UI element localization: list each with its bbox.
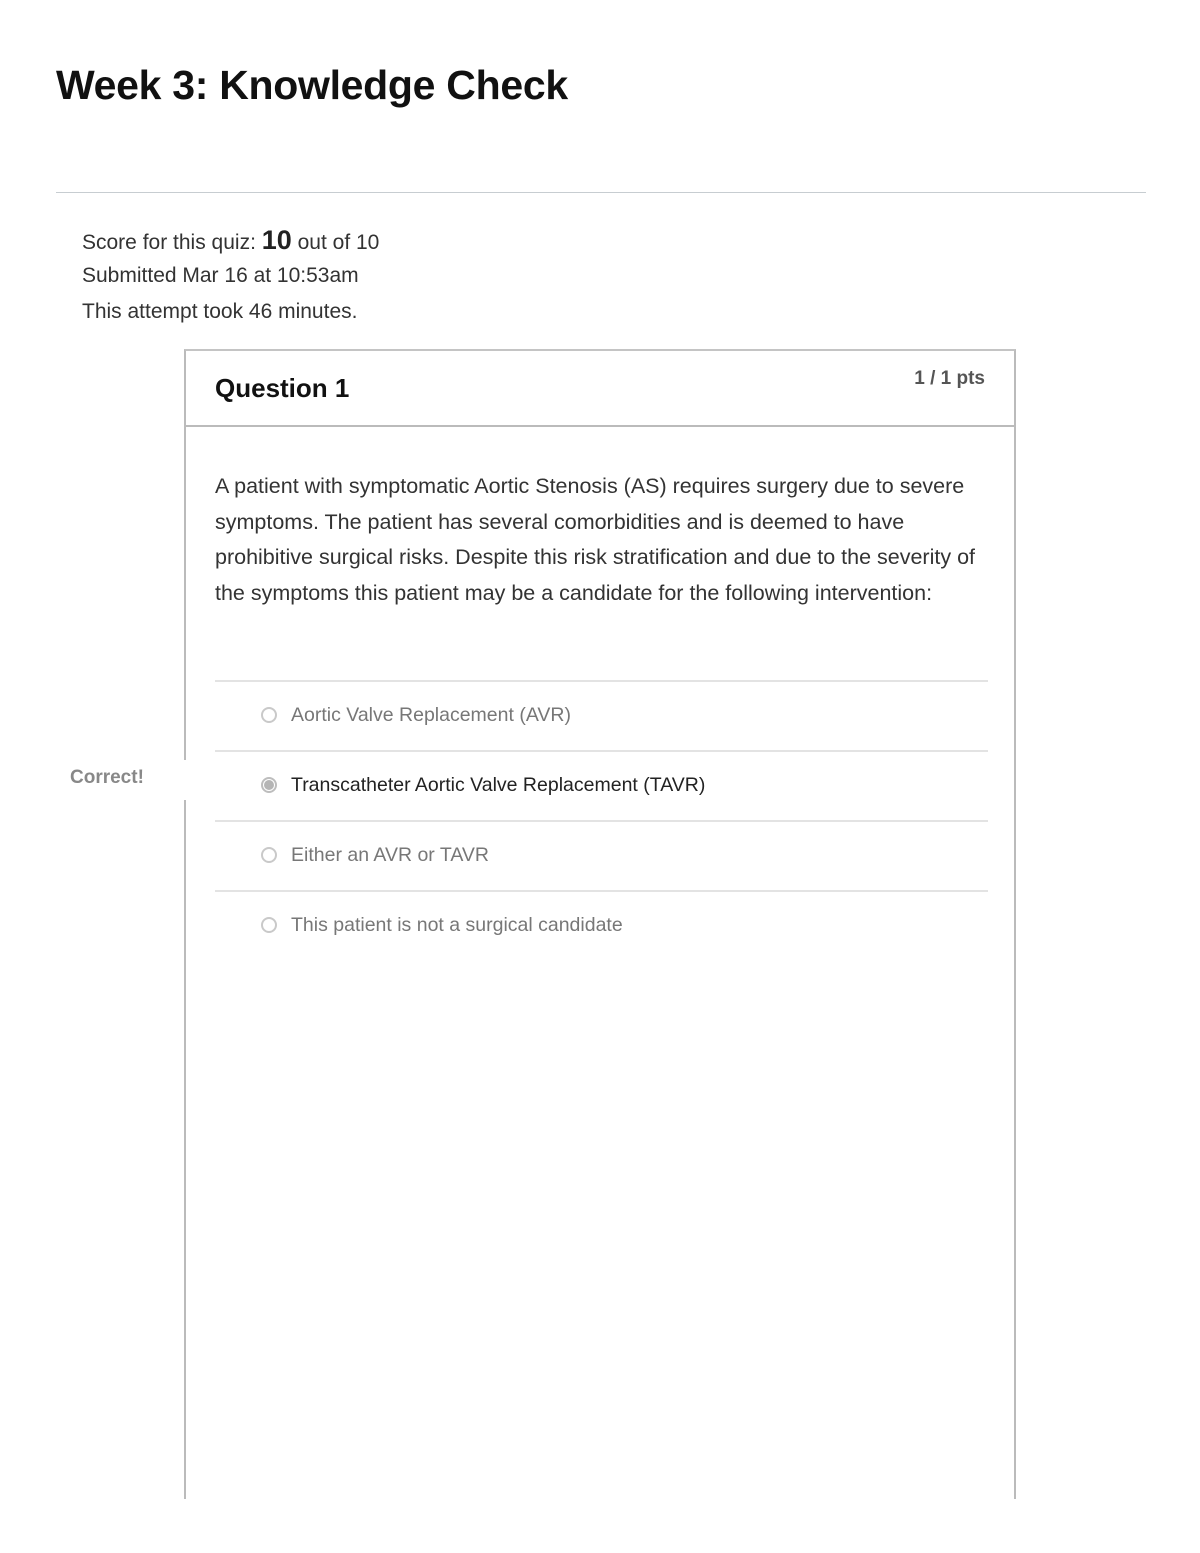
question-points: 1 / 1 pts [914, 368, 985, 389]
answer-label: Either an AVR or TAVR [291, 844, 489, 866]
score-suffix: out of 10 [291, 231, 380, 254]
score-line [82, 222, 379, 258]
page-title: Week 3: Knowledge Check [56, 62, 568, 108]
answer-option-selected[interactable] [215, 750, 988, 820]
answer-option[interactable] [215, 680, 988, 750]
question-card [184, 349, 1016, 1499]
answer-label: This patient is not a surgical candidate [291, 914, 623, 936]
answer-option[interactable] [215, 820, 988, 890]
radio-unselected-icon[interactable] [261, 917, 277, 933]
title-divider [56, 192, 1146, 193]
question-text: A patient with symptomatic Aortic Stenosis (AS) requires surgery due to severe symptoms. The patient has several comorbidities and is deemed to have prohibitive surgical risks. Despite this risk stratification and due to the severity of the symptoms this patient may be a candidate for the following intervention: [215, 474, 975, 605]
score-prefix: Score for this quiz: [82, 231, 262, 254]
answer-list [215, 680, 988, 960]
attempt-duration: This attempt took 46 minutes. [82, 300, 358, 323]
answer-label: Aortic Valve Replacement (AVR) [291, 704, 571, 726]
radio-selected-icon[interactable] [261, 777, 277, 793]
question-header [186, 351, 1014, 427]
quiz-meta [82, 222, 379, 330]
answer-label: Transcatheter Aortic Valve Replacement (TAVR) [291, 774, 706, 796]
score-value: 10 [261, 225, 292, 255]
radio-unselected-icon[interactable] [261, 707, 277, 723]
marker-gap [182, 760, 188, 800]
submitted-time: Submitted Mar 16 at 10:53am [82, 264, 359, 287]
answer-option[interactable] [215, 890, 988, 960]
radio-unselected-icon[interactable] [261, 847, 277, 863]
question-title: Question 1 [215, 373, 350, 403]
correct-answer-marker: Correct! [70, 767, 144, 788]
